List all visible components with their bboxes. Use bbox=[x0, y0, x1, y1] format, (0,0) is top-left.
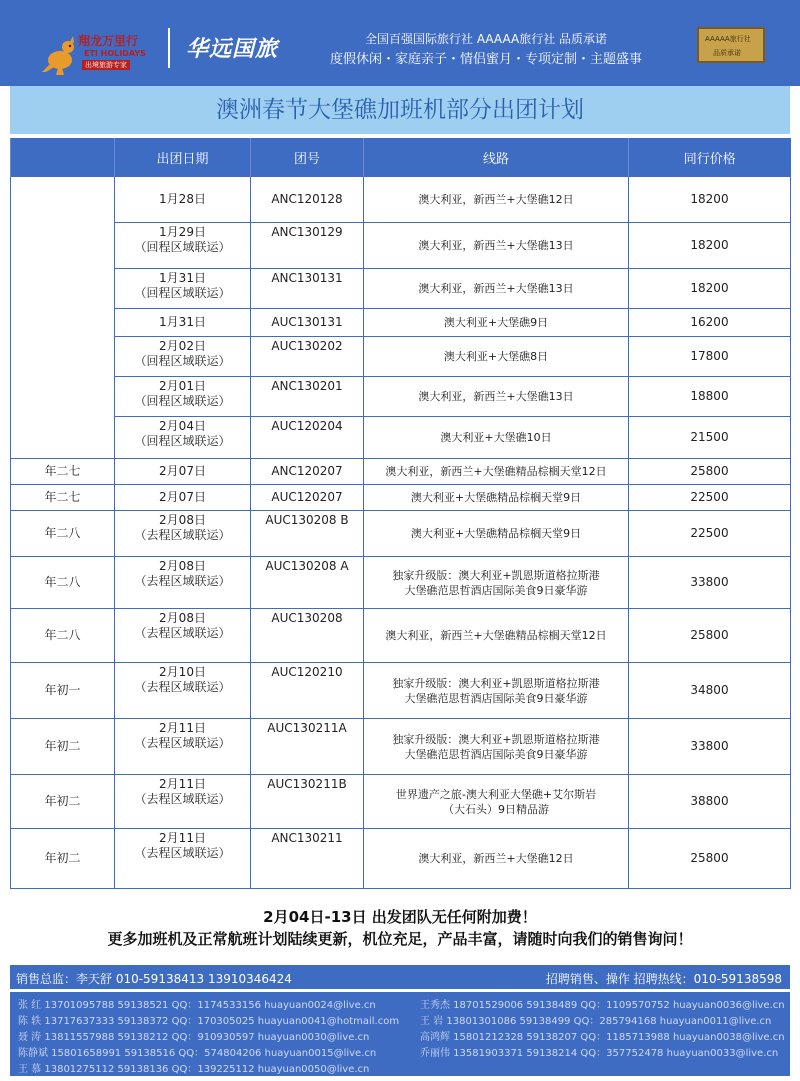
code-cell: ANC130201 bbox=[251, 377, 364, 417]
recruitment-info: 招聘销售、操作 招聘热线：010-59138598 bbox=[545, 972, 782, 986]
table-row bbox=[11, 609, 791, 663]
day-cell: 年初二 bbox=[11, 829, 115, 889]
route-text: 澳大利亚+大堡礁精品棕榈天堂9日 bbox=[410, 527, 582, 540]
date-cell bbox=[115, 309, 251, 337]
note-line-1: 2月04日-13日 出发团队无任何附加费！ bbox=[263, 908, 537, 926]
date-text: 2月04日 bbox=[159, 419, 206, 433]
column-header-code: 团号 bbox=[251, 138, 364, 177]
route-text: 独家升级版：澳大利亚+凯恩斯道格拉斯港 bbox=[392, 676, 600, 690]
route-cell bbox=[364, 511, 629, 557]
date-cell bbox=[115, 417, 251, 459]
table-row bbox=[11, 177, 791, 223]
route-cell bbox=[364, 663, 629, 719]
contact-right-1: 王秀杰 18701529006 59138489 QQ：1109570752 huayuan0036@live.cn bbox=[420, 1000, 785, 1011]
table-row bbox=[11, 377, 791, 417]
code-cell: ANC120207 bbox=[251, 459, 364, 485]
price-cell: 25800 bbox=[629, 829, 791, 889]
price-cell: 33800 bbox=[629, 719, 791, 775]
table-row bbox=[11, 663, 791, 719]
date-cell bbox=[115, 269, 251, 309]
table-header-row bbox=[11, 138, 791, 177]
contact-left-1: 张 红 13701095788 59138521 QQ：1174533156 huayuan0024@live.cn bbox=[18, 1000, 376, 1011]
route-cell bbox=[364, 557, 629, 609]
kangaroo-logo-icon bbox=[40, 34, 82, 76]
date-note: （回程区域联运） bbox=[134, 286, 231, 300]
date-note: （去程区域联运） bbox=[134, 680, 231, 694]
date-note: （去程区域联运） bbox=[134, 792, 231, 806]
day-cell: 年二八 bbox=[11, 609, 115, 663]
date-text: 1月31日 bbox=[159, 271, 206, 285]
route-text-line2: （大石头）9日精品游 bbox=[443, 802, 549, 816]
code-cell: ANC130131 bbox=[251, 269, 364, 309]
table-row bbox=[11, 829, 791, 889]
code-cell: AUC130211B bbox=[251, 775, 364, 829]
day-cell: 年初二 bbox=[11, 775, 115, 829]
sales-director: 销售总监：李天舒 010-59138413 13910346424 bbox=[16, 972, 292, 986]
code-cell: AUC120207 bbox=[251, 485, 364, 511]
route-cell bbox=[364, 337, 629, 377]
day-cell: 年初二 bbox=[11, 719, 115, 775]
table-row bbox=[11, 511, 791, 557]
day-cell bbox=[11, 177, 115, 459]
route-cell bbox=[364, 719, 629, 775]
route-text: 澳大利亚，新西兰+大堡礁13日 bbox=[418, 282, 574, 295]
price-cell: 18200 bbox=[629, 177, 791, 223]
contact-left-4: 陈静斌 15801658991 59138516 QQ：574804206 huayuan0015@live.cn bbox=[18, 1048, 377, 1059]
price-cell: 16200 bbox=[629, 309, 791, 337]
date-note: （去程区域联运） bbox=[134, 846, 231, 860]
price-cell: 18200 bbox=[629, 223, 791, 269]
date-text: 2月07日 bbox=[159, 464, 206, 478]
date-text: 2月11日 bbox=[159, 721, 206, 735]
date-cell bbox=[115, 511, 251, 557]
code-cell: ANC130211 bbox=[251, 829, 364, 889]
code-cell: AUC120210 bbox=[251, 663, 364, 719]
route-cell bbox=[364, 609, 629, 663]
date-note: （回程区域联运） bbox=[134, 240, 231, 254]
route-cell bbox=[364, 485, 629, 511]
date-cell bbox=[115, 719, 251, 775]
date-cell bbox=[115, 223, 251, 269]
route-cell bbox=[364, 309, 629, 337]
route-cell bbox=[364, 417, 629, 459]
date-cell bbox=[115, 557, 251, 609]
price-cell: 34800 bbox=[629, 663, 791, 719]
contact-right-4: 乔丽伟 13581903371 59138214 QQ：357752478 huayuan0033@live.cn bbox=[420, 1048, 779, 1059]
table-row bbox=[11, 417, 791, 459]
price-cell: 18200 bbox=[629, 269, 791, 309]
date-cell bbox=[115, 177, 251, 223]
logo-chinese-text: 翔龙万里行 bbox=[78, 34, 139, 48]
table-row bbox=[11, 557, 791, 609]
route-text: 澳大利亚+大堡礁精品棕榈天堂9日 bbox=[410, 491, 582, 504]
date-note: （去程区域联运） bbox=[134, 626, 231, 640]
header-tagline-2: 度假休闲・家庭亲子・情侣蜜月・专项定制・主题盛事 bbox=[330, 52, 643, 67]
contact-left-5: 王 慕 13801275112 59138136 QQ：139225112 huayuan0050@live.cn bbox=[18, 1064, 370, 1075]
price-cell: 22500 bbox=[629, 511, 791, 557]
code-cell: AUC130131 bbox=[251, 309, 364, 337]
title-band bbox=[10, 86, 790, 134]
header-divider bbox=[168, 28, 170, 68]
route-text-line2: 大堡礁范思哲酒店国际美食9日豪华游 bbox=[404, 691, 588, 705]
route-text-line2: 大堡礁范思哲酒店国际美食9日豪华游 bbox=[404, 747, 588, 761]
price-cell: 25800 bbox=[629, 459, 791, 485]
date-text: 1月29日 bbox=[159, 225, 206, 239]
code-cell: AUC130211A bbox=[251, 719, 364, 775]
code-cell: AUC130208 bbox=[251, 609, 364, 663]
contacts-panel bbox=[10, 992, 790, 1076]
column-header-date: 出团日期 bbox=[115, 138, 251, 177]
date-text: 1月28日 bbox=[159, 192, 206, 206]
column-header-day bbox=[11, 138, 115, 177]
table-row bbox=[11, 485, 791, 511]
code-cell: AUC130208 B bbox=[251, 511, 364, 557]
date-note: （回程区域联运） bbox=[134, 434, 231, 448]
date-cell bbox=[115, 829, 251, 889]
route-text: 澳大利亚，新西兰+大堡礁12日 bbox=[418, 852, 574, 865]
day-cell: 年二七 bbox=[11, 459, 115, 485]
table-row bbox=[11, 223, 791, 269]
date-text: 2月10日 bbox=[159, 665, 206, 679]
date-cell bbox=[115, 609, 251, 663]
route-text: 独家升级版：澳大利亚+凯恩斯道格拉斯港 bbox=[392, 568, 600, 582]
route-cell bbox=[364, 829, 629, 889]
price-cell: 18800 bbox=[629, 377, 791, 417]
price-cell: 17800 bbox=[629, 337, 791, 377]
contact-left-2: 陈 轶 13717637333 59138372 QQ：170305025 huayuan0041@hotmail.com bbox=[18, 1016, 400, 1027]
contact-right-3: 高鸿辉 15801212328 59138207 QQ：1185713988 huayuan0038@live.cn bbox=[420, 1032, 785, 1043]
date-text: 2月02日 bbox=[159, 339, 206, 353]
route-cell bbox=[364, 377, 629, 417]
date-text: 2月11日 bbox=[159, 831, 206, 845]
route-text: 独家升级版：澳大利亚+凯恩斯道格拉斯港 bbox=[392, 732, 600, 746]
code-cell: AUC130208 A bbox=[251, 557, 364, 609]
route-cell bbox=[364, 775, 629, 829]
table-row bbox=[11, 309, 791, 337]
date-cell bbox=[115, 459, 251, 485]
route-text: 世界遗产之旅-澳大利亚大堡礁+艾尔斯岩 bbox=[395, 787, 597, 801]
table-row bbox=[11, 337, 791, 377]
route-cell bbox=[364, 177, 629, 223]
date-text: 2月01日 bbox=[159, 379, 206, 393]
date-text: 2月08日 bbox=[159, 611, 206, 625]
logo-subtitle: 出境旅游专家 bbox=[82, 60, 130, 70]
route-text: 澳大利亚+大堡礁8日 bbox=[443, 350, 549, 363]
badge-bottom-text: 品质承诺 bbox=[713, 49, 741, 57]
date-text: 1月31日 bbox=[159, 315, 206, 329]
day-cell: 年二八 bbox=[11, 511, 115, 557]
date-note: （回程区域联运） bbox=[134, 354, 231, 368]
day-cell: 年初一 bbox=[11, 663, 115, 719]
date-cell bbox=[115, 663, 251, 719]
route-text: 澳大利亚，新西兰+大堡礁精品棕榈天堂12日 bbox=[385, 629, 607, 642]
date-note: （去程区域联运） bbox=[134, 736, 231, 750]
route-text: 澳大利亚，新西兰+大堡礁精品棕榈天堂12日 bbox=[385, 465, 607, 478]
price-cell: 33800 bbox=[629, 557, 791, 609]
route-cell bbox=[364, 223, 629, 269]
date-cell bbox=[115, 337, 251, 377]
route-cell bbox=[364, 459, 629, 485]
sales-bar bbox=[10, 965, 790, 989]
route-text: 澳大利亚+大堡礁9日 bbox=[443, 316, 549, 329]
date-cell bbox=[115, 377, 251, 417]
contact-left-3: 聂 涛 13811557988 59138212 QQ：910930597 huayuan0030@live.cn bbox=[18, 1032, 370, 1043]
quality-badge bbox=[697, 27, 765, 63]
date-text: 2月07日 bbox=[159, 490, 206, 504]
date-text: 2月08日 bbox=[159, 513, 206, 527]
badge-top-text: AAAAA旅行社 bbox=[705, 35, 751, 43]
footer-notes bbox=[0, 906, 800, 949]
date-note: （回程区域联运） bbox=[134, 394, 231, 408]
date-text: 2月08日 bbox=[159, 559, 206, 573]
schedule-table bbox=[10, 138, 791, 889]
price-cell: 21500 bbox=[629, 417, 791, 459]
column-header-price: 同行价格 bbox=[629, 138, 791, 177]
route-text: 澳大利亚，新西兰+大堡礁12日 bbox=[418, 193, 574, 206]
date-cell bbox=[115, 775, 251, 829]
code-cell: AUC120204 bbox=[251, 417, 364, 459]
price-cell: 22500 bbox=[629, 485, 791, 511]
price-cell: 25800 bbox=[629, 609, 791, 663]
header-tagline-1: 全国百强国际旅行社 AAAAA旅行社 品质承诺 bbox=[365, 32, 608, 46]
date-cell bbox=[115, 485, 251, 511]
brand-name: 华远国旅 bbox=[186, 37, 279, 62]
route-text: 澳大利亚+大堡礁10日 bbox=[440, 431, 552, 444]
date-note: （去程区域联运） bbox=[134, 528, 231, 542]
route-text: 澳大利亚，新西兰+大堡礁13日 bbox=[418, 239, 574, 252]
table-row bbox=[11, 775, 791, 829]
code-cell: ANC120128 bbox=[251, 177, 364, 223]
route-text-line2: 大堡礁范思哲酒店国际美食9日豪华游 bbox=[404, 583, 588, 597]
route-cell bbox=[364, 269, 629, 309]
price-cell: 38800 bbox=[629, 775, 791, 829]
date-text: 2月11日 bbox=[159, 777, 206, 791]
route-text: 澳大利亚，新西兰+大堡礁13日 bbox=[418, 390, 574, 403]
logo-english-text: ETI HOLIDAYS bbox=[84, 49, 146, 58]
page-title: 澳洲春节大堡礁加班机部分出团计划 bbox=[216, 97, 584, 123]
code-cell: ANC130129 bbox=[251, 223, 364, 269]
day-cell: 年二七 bbox=[11, 485, 115, 511]
note-line-2: 更多加班机及正常航班计划陆续更新，机位充足，产品丰富，请随时向我们的销售询问！ bbox=[107, 930, 693, 948]
contact-right-2: 王 岩 13801301086 59138499 QQ：285794168 huayuan0011@live.cn bbox=[420, 1016, 772, 1027]
column-header-route: 线路 bbox=[364, 138, 629, 177]
header-banner bbox=[0, 0, 800, 86]
table-row bbox=[11, 459, 791, 485]
code-cell: AUC130202 bbox=[251, 337, 364, 377]
date-note: （去程区域联运） bbox=[134, 574, 231, 588]
day-cell: 年二八 bbox=[11, 557, 115, 609]
table-row bbox=[11, 269, 791, 309]
table-row bbox=[11, 719, 791, 775]
